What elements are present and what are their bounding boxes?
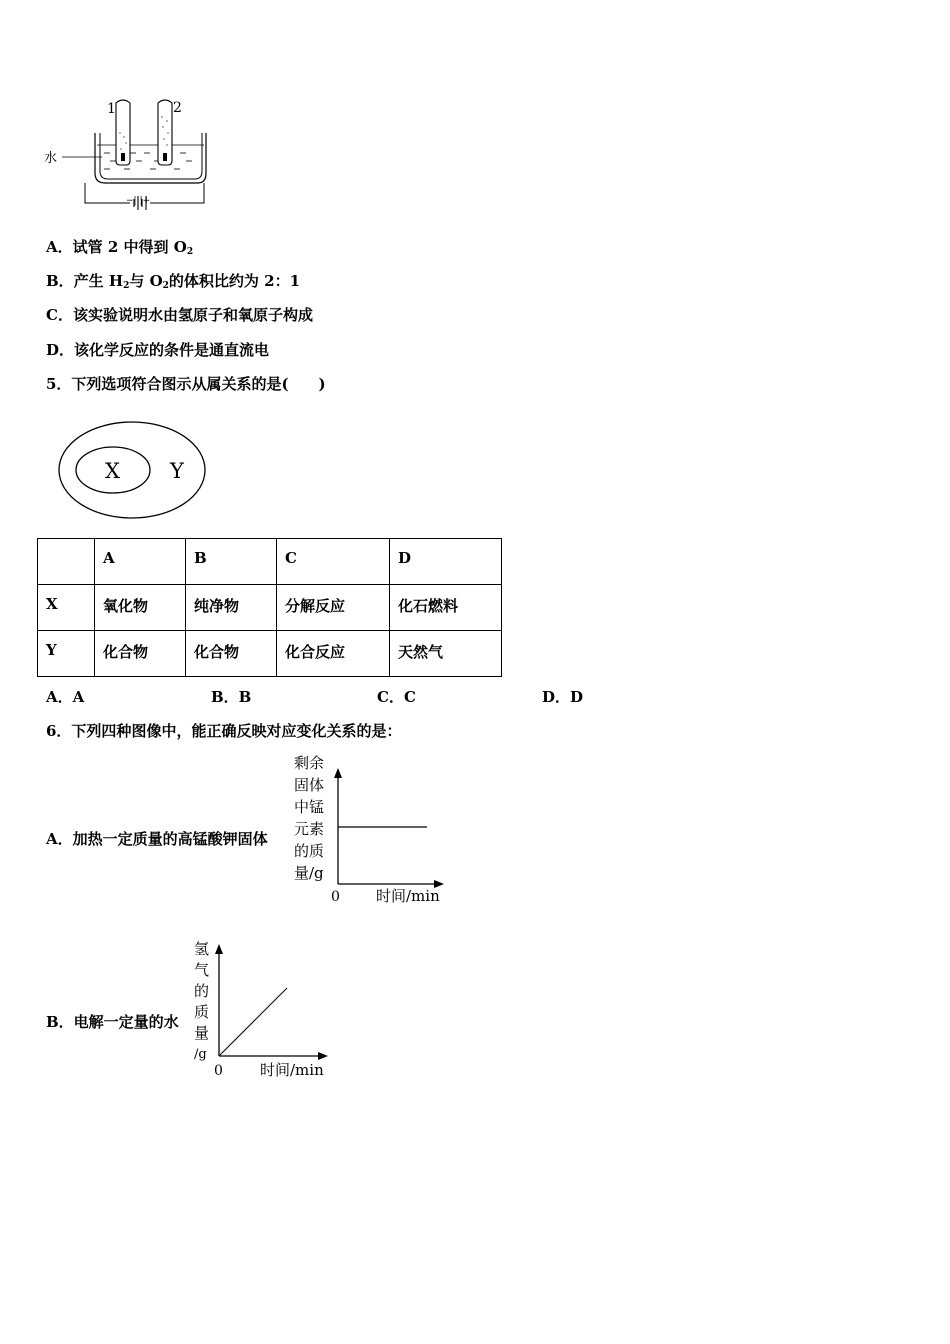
tube2-label: 2 <box>173 100 182 116</box>
xy-venn-diagram <box>55 418 210 522</box>
chart-b-ylabel-line: 量 <box>194 1024 210 1042</box>
venn-outer-label: Y <box>170 459 184 483</box>
table-cell: 化合物 <box>95 631 186 677</box>
q6-chart-a <box>290 750 450 910</box>
electrolysis-apparatus <box>40 95 220 215</box>
chart-a-ylabel-line: 剩余 <box>294 754 325 772</box>
chart-b-ylabel-line: 的 <box>194 982 210 1000</box>
q4-option-a[interactable]: A．试管 2 中得到 $O_2$ <box>46 238 194 257</box>
chart-b-ylabel-line: /g <box>194 1047 207 1062</box>
water-label: 水 <box>44 151 58 166</box>
q6-option-b[interactable]: B．电解一定量的水 <box>46 1013 179 1031</box>
table-cell: 分解反应 <box>277 585 390 631</box>
q5-answer-d[interactable]: D．D <box>542 688 584 706</box>
q5-answer-b[interactable]: B．B <box>211 688 252 706</box>
q6-option-a[interactable]: A．加热一定质量的高锰酸钾固体 <box>46 830 268 848</box>
table-cell: 氧化物 <box>95 585 186 631</box>
table-cell: 化合反应 <box>277 631 390 677</box>
table-row <box>38 631 502 677</box>
table-cell: 化合物 <box>186 631 277 677</box>
chart-a-ylabel-line: 的质 <box>294 842 325 860</box>
chart-b-ylabel-line: 氢 <box>194 940 210 958</box>
q4-option-d[interactable]: D．该化学反应的条件是通直流电 <box>46 341 270 359</box>
chart-b-series-line <box>219 988 287 1056</box>
chart-b-origin: 0 <box>214 1063 223 1079</box>
table-cell <box>38 539 95 585</box>
chart-a-ylabel-line: 固体 <box>294 776 325 794</box>
q4-option-c[interactable]: C．该实验说明水由氢原子和氧原子构成 <box>46 306 313 324</box>
q4-option-b[interactable]: B．产生 $H_2$与 $O_2$的体积比约为 2：1 <box>46 272 301 291</box>
table-cell: X <box>38 585 95 631</box>
table-cell: C <box>277 539 390 585</box>
q5-stem: 5．下列选项符合图示从属关系的是( ) <box>46 375 326 393</box>
chart-a-ylabel-line: 元素 <box>294 820 325 838</box>
battery-label: −|||+ <box>126 196 151 206</box>
table-cell: D <box>390 539 502 585</box>
q5-answer-c[interactable]: C．C <box>377 688 416 706</box>
q5-answer-a[interactable]: A．A <box>46 688 85 706</box>
table-cell: A <box>95 539 186 585</box>
table-row <box>38 585 502 631</box>
table-header-row <box>38 539 502 585</box>
venn-inner-label: X <box>105 459 120 483</box>
chart-b-xlabel: 时间/min <box>260 1061 324 1079</box>
q6-chart-b <box>188 938 336 1084</box>
chart-b-ylabel-line: 气 <box>194 961 210 979</box>
table-cell: Y <box>38 631 95 677</box>
q5-options-table <box>37 538 502 677</box>
chart-b-ylabel-line: 质 <box>194 1003 210 1021</box>
table-cell: 天然气 <box>390 631 502 677</box>
table-cell: 化石燃料 <box>390 585 502 631</box>
chart-a-origin: 0 <box>331 889 340 905</box>
table-cell: 纯净物 <box>186 585 277 631</box>
tube1-label: 1 <box>107 101 116 117</box>
chart-a-ylabel-line: 量/g <box>294 864 324 882</box>
table-cell: B <box>186 539 277 585</box>
chart-a-xlabel: 时间/min <box>376 887 440 905</box>
q6-stem: 6．下列四种图像中，能正确反映对应变化关系的是： <box>46 722 402 740</box>
chart-a-ylabel-line: 中锰 <box>294 798 325 816</box>
